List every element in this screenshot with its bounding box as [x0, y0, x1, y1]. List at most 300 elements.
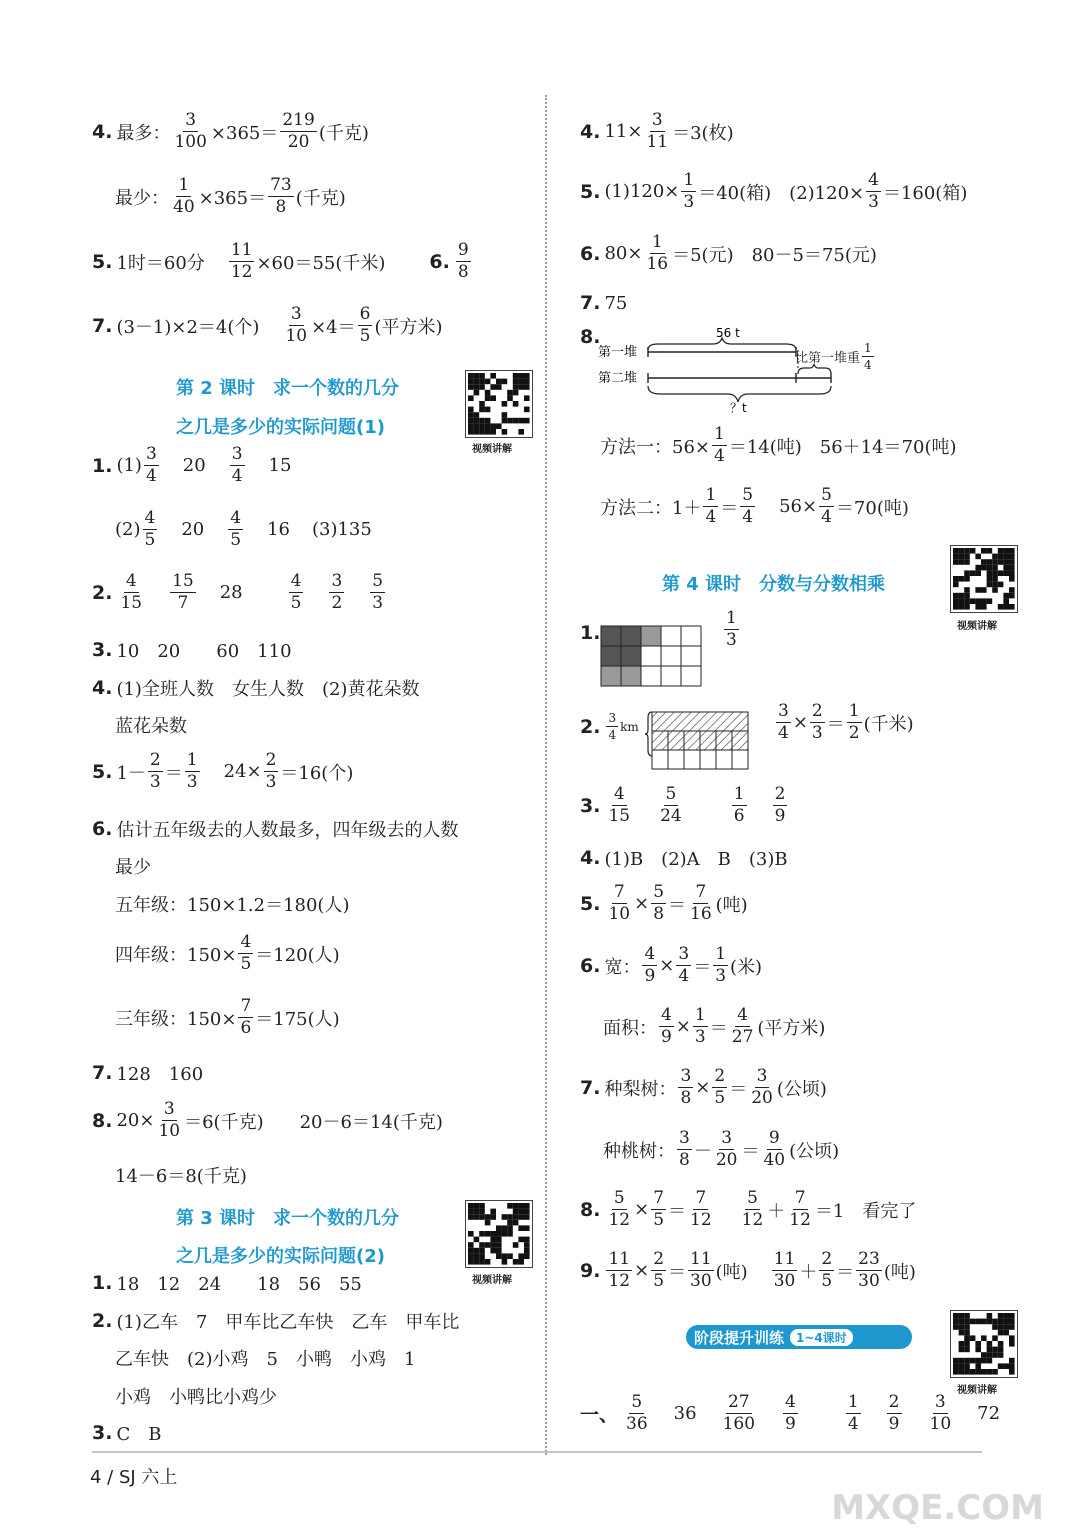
- fraction: [730, 1007, 756, 1046]
- text: ＝: [693, 956, 712, 978]
- answer-7: [92, 306, 443, 345]
- question-number: 2.: [92, 1310, 113, 1332]
- lesson-2-heading-cont: 之几是多少的实际问题(1): [176, 417, 385, 438]
- fraction: [644, 112, 670, 151]
- fraction: [810, 703, 825, 742]
- denominator: 12: [690, 1210, 712, 1230]
- fraction: [887, 1394, 902, 1433]
- numerator: 7: [613, 882, 625, 902]
- l2-answer-7: [92, 1060, 203, 1086]
- denominator: 6: [240, 1018, 252, 1038]
- qr-code-icon[interactable]: [465, 370, 533, 438]
- text: 种梨树：: [604, 1078, 677, 1100]
- l4-answer-2-eq: [774, 703, 914, 742]
- numerator: 3: [163, 1099, 175, 1119]
- fraction: [229, 242, 255, 281]
- fraction: [846, 1394, 861, 1433]
- numerator: 3: [290, 304, 302, 324]
- text: (1)120×: [604, 181, 680, 202]
- denominator: 5: [653, 1271, 665, 1291]
- fraction: [787, 1190, 813, 1229]
- numerator: 4: [230, 508, 242, 528]
- stage-training-banner: [686, 1325, 912, 1349]
- denominator: 9: [644, 966, 656, 986]
- text: 10 20 60 110: [116, 641, 292, 662]
- question-number: 5.: [580, 180, 601, 203]
- unit: (千米): [863, 713, 914, 735]
- pile-1-label: 第一堆: [598, 345, 638, 360]
- numerator: 73: [270, 175, 292, 195]
- unit: (吨): [883, 1261, 916, 1283]
- text: ＝16(个): [280, 762, 354, 784]
- numerator: 2: [653, 1249, 665, 1269]
- denominator: 16: [690, 904, 712, 924]
- text: －: [693, 1140, 712, 1162]
- fraction: [170, 573, 196, 612]
- numerator: 5: [613, 1188, 625, 1208]
- fraction: [676, 946, 691, 985]
- numerator: 1: [864, 341, 872, 355]
- denominator: 12: [230, 262, 253, 282]
- denominator: 30: [773, 1271, 796, 1291]
- value: (3)135: [311, 519, 372, 540]
- numerator: 1: [847, 1392, 859, 1412]
- numerator: 1: [683, 170, 695, 190]
- denominator: 9: [785, 1414, 796, 1434]
- numerator: 2: [774, 784, 786, 804]
- numerator: 1: [733, 784, 745, 804]
- fraction: [624, 1394, 650, 1433]
- text: C B: [116, 1424, 162, 1445]
- text: 80×: [604, 243, 643, 264]
- text: ＝: [826, 713, 845, 735]
- denominator: 20: [715, 1150, 738, 1170]
- text: 乙车快 (2)小鸡 5 小鸭 小鸡 1: [115, 1349, 416, 1370]
- text: ＝14(吨) 56＋14＝70(吨): [728, 436, 957, 458]
- text: 最少: [115, 857, 151, 878]
- fraction: [772, 1251, 798, 1290]
- text: (3－1)×2＝4(个): [116, 316, 260, 338]
- numerator: 1: [705, 485, 717, 505]
- l4-answer-7-peach: [603, 1130, 839, 1169]
- fraction: [693, 1007, 708, 1046]
- numerator: 3: [185, 110, 197, 130]
- text: 最少：: [115, 187, 169, 209]
- numerator: 3: [934, 1392, 946, 1412]
- l2-answer-5: [92, 752, 353, 791]
- fraction: [688, 884, 714, 923]
- fraction: [678, 1068, 693, 1107]
- fraction: [732, 786, 747, 825]
- fraction: [644, 234, 670, 273]
- numerator: 23: [858, 1249, 880, 1269]
- fraction: [456, 242, 471, 281]
- total-label: 56 t: [716, 326, 740, 340]
- denominator: 2: [331, 593, 343, 613]
- fraction: [606, 712, 618, 741]
- numerator: 4: [290, 571, 302, 591]
- text: ＝: [164, 762, 183, 784]
- question-number: 5.: [580, 892, 601, 915]
- text: 四年级：150×: [115, 944, 237, 966]
- fraction: [283, 306, 309, 345]
- denominator: 20: [751, 1088, 773, 1108]
- l3-answer-2-cont: [115, 1345, 415, 1371]
- denominator: 3: [726, 630, 737, 650]
- numerator: 3: [678, 944, 690, 964]
- text: ＝: [720, 497, 739, 519]
- qr-code-icon[interactable]: [950, 1310, 1018, 1378]
- numerator: 5: [742, 485, 754, 505]
- text: ＝: [668, 1200, 687, 1222]
- fraction: [238, 934, 253, 973]
- fraction: [724, 610, 739, 649]
- fraction: [228, 510, 243, 549]
- unit: (千克): [295, 187, 346, 209]
- column-divider: [545, 95, 547, 1455]
- r-answer-4: [580, 112, 734, 151]
- text: 面积：: [603, 1017, 657, 1039]
- text: ＝175(人): [255, 1008, 340, 1030]
- denominator: 40: [173, 197, 195, 217]
- question-number: 5.: [92, 250, 113, 273]
- fraction: [703, 487, 718, 526]
- value: 36: [673, 1403, 697, 1424]
- denominator: 10: [608, 904, 631, 924]
- fraction: [642, 946, 657, 985]
- numerator: 4: [868, 170, 879, 190]
- banner-tag: 1~4课时: [790, 1329, 853, 1346]
- lesson-4-heading: 第 4 课时 分数与分数相乘: [662, 574, 886, 595]
- text: ＝: [668, 894, 687, 916]
- numerator: 3: [331, 571, 343, 591]
- text: ＝: [836, 1261, 855, 1283]
- fraction: [761, 1130, 787, 1169]
- denominator: 4: [742, 507, 754, 527]
- l2-answer-8: [92, 1101, 443, 1140]
- method-2: [600, 487, 909, 526]
- text: 128 160: [116, 1064, 204, 1085]
- text: 24×: [223, 761, 262, 782]
- fraction: [866, 172, 881, 211]
- fraction: [329, 573, 344, 612]
- text: ＋: [799, 1261, 818, 1283]
- numerator: 27: [727, 1392, 750, 1412]
- numerator: 2: [821, 1249, 833, 1269]
- text: 1－: [116, 762, 146, 784]
- unit: (吨): [715, 894, 748, 916]
- method-1: [600, 426, 957, 465]
- denominator: 4: [864, 358, 872, 372]
- denominator: 3: [149, 772, 161, 792]
- fraction: [144, 446, 159, 485]
- fraction: [358, 306, 373, 345]
- denominator: 20: [287, 132, 310, 152]
- banner-title: 阶段提升训练: [694, 1328, 785, 1347]
- text: ×: [634, 1260, 650, 1281]
- text: ×365＝: [210, 122, 279, 144]
- l2-answer-6-grade4: [115, 934, 340, 973]
- numerator: 5: [372, 571, 384, 591]
- numerator: 1: [694, 1005, 706, 1025]
- denominator: 12: [608, 1271, 631, 1291]
- denominator: 5: [821, 1271, 833, 1291]
- question-number: 8.: [92, 1109, 113, 1132]
- denominator: 5: [714, 1088, 726, 1108]
- unit: (公顷): [776, 1078, 827, 1100]
- numerator: 7: [240, 996, 252, 1016]
- value: 15: [268, 455, 292, 476]
- question-number: 4.: [92, 120, 113, 143]
- denominator: 4: [608, 728, 617, 742]
- text: 方法一：56×: [600, 436, 710, 458]
- numerator: 1: [178, 175, 190, 195]
- page-footer: 4 / SJ 六上: [90, 1467, 178, 1488]
- question-number: 4.: [580, 120, 601, 143]
- text: ×60＝55(千米): [256, 252, 386, 274]
- answer-4: [92, 112, 369, 151]
- question-number: 3.: [92, 1422, 113, 1444]
- unit: (公顷): [789, 1140, 840, 1162]
- value: 16: [267, 519, 290, 540]
- numerator: 7: [653, 1188, 665, 1208]
- question-number: 5.: [92, 760, 113, 783]
- l4-answer-6: [580, 946, 762, 985]
- denominator: 8: [457, 262, 469, 282]
- unit: km: [620, 719, 639, 734]
- fraction: [928, 1394, 954, 1433]
- numerator: 3: [231, 444, 243, 464]
- fraction: [118, 573, 144, 612]
- l2-answer-6: [92, 816, 458, 842]
- fraction: [862, 342, 874, 371]
- denominator: 6: [733, 806, 745, 826]
- denominator: 8: [680, 1088, 692, 1108]
- question-number: 1.: [580, 622, 601, 644]
- l2-answer-6-grade5: [115, 891, 349, 917]
- text: ＝1 看完了: [814, 1200, 917, 1222]
- text: ×365＝: [198, 187, 267, 209]
- numerator: 3: [651, 110, 663, 130]
- denominator: 3: [694, 1027, 706, 1047]
- numerator: 1: [186, 750, 198, 770]
- text: (1)乙车 7 甲车比乙车快 乙车 甲车比: [116, 1312, 460, 1333]
- text: (1): [116, 455, 142, 476]
- fraction: [819, 1251, 834, 1290]
- unit: (平方米): [374, 316, 443, 338]
- numerator: 3: [679, 1128, 690, 1148]
- text: 1时＝60分: [116, 252, 205, 274]
- answer-4-least: [115, 177, 346, 216]
- fraction: [651, 884, 666, 923]
- l4-answer-2: [580, 712, 639, 741]
- numerator: 5: [631, 1392, 643, 1412]
- denominator: 15: [608, 806, 631, 826]
- denominator: 9: [774, 806, 786, 826]
- numerator: 3: [756, 1066, 768, 1086]
- denominator: 5: [653, 1210, 665, 1230]
- fraction: [677, 1130, 692, 1169]
- numerator: 11: [230, 240, 253, 260]
- fraction: [148, 752, 163, 791]
- fraction: [688, 1190, 714, 1229]
- l3-answer-1: [92, 1270, 362, 1296]
- numerator: 2: [265, 750, 277, 770]
- l2-answer-6-grade3: [115, 998, 340, 1037]
- numerator: 3: [145, 444, 157, 464]
- question-number: 6.: [429, 250, 450, 273]
- r-answer-7: [580, 292, 627, 314]
- question-number: 1.: [92, 1272, 113, 1294]
- text: ＝: [729, 1078, 748, 1100]
- unit: (吨): [715, 1261, 748, 1283]
- denominator: 11: [646, 132, 669, 152]
- denominator: 8: [679, 1150, 690, 1170]
- numerator: 4: [144, 508, 156, 528]
- numerator: 4: [661, 1005, 672, 1025]
- fraction: [289, 573, 304, 612]
- question-number: 一、: [580, 1404, 619, 1426]
- qr-label: 视频讲解: [472, 1275, 512, 1286]
- denominator: 4: [821, 507, 832, 527]
- l4-answer-8: [580, 1190, 916, 1229]
- denominator: 10: [929, 1414, 952, 1434]
- text: 三年级：150×: [115, 1008, 237, 1030]
- text: ＝70(吨): [835, 497, 909, 519]
- denominator: 2: [848, 723, 860, 743]
- fraction: [606, 884, 632, 923]
- denominator: 36: [626, 1414, 648, 1434]
- denominator: 27: [731, 1027, 754, 1047]
- text: ×: [634, 893, 650, 914]
- text: ＝160(箱): [882, 182, 968, 204]
- denominator: 5: [290, 593, 302, 613]
- fraction: [370, 573, 385, 612]
- l4-answer-1-value: [722, 610, 741, 649]
- fraction: [776, 703, 791, 742]
- numerator: 4: [613, 784, 625, 804]
- question-number: 8.: [580, 1198, 601, 1221]
- fraction: [659, 1007, 674, 1046]
- denominator: 30: [690, 1271, 712, 1291]
- text: ×: [792, 712, 808, 733]
- l4-answer-9: [580, 1251, 916, 1290]
- l4-answer-5: [580, 884, 748, 923]
- text: ×: [675, 1016, 691, 1037]
- denominator: 10: [158, 1121, 181, 1141]
- text: ×4＝: [311, 316, 356, 338]
- value: 72: [977, 1403, 1001, 1424]
- question-number: 8.: [580, 326, 601, 348]
- l2-answer-4: [92, 675, 419, 701]
- fraction: [712, 1068, 727, 1107]
- numerator: 9: [768, 1128, 780, 1148]
- fraction: [773, 786, 788, 825]
- question-number: 2.: [580, 715, 601, 738]
- numerator: 2: [714, 1066, 726, 1086]
- fraction: [740, 487, 755, 526]
- numerator: 4: [240, 932, 252, 952]
- denominator: 9: [661, 1027, 672, 1047]
- text: ＝: [709, 1017, 728, 1039]
- numerator: 4: [125, 571, 137, 591]
- text: ＝120(人): [255, 944, 340, 966]
- text: (1)B (2)A B (3)B: [604, 849, 788, 870]
- numerator: 7: [794, 1188, 806, 1208]
- fraction: [238, 998, 253, 1037]
- text: 方法二：1＋: [600, 497, 702, 519]
- text: 宽：: [604, 956, 641, 978]
- qr-code-icon[interactable]: [950, 545, 1018, 613]
- qr-label: 视频讲解: [472, 444, 512, 455]
- denominator: 12: [608, 1210, 631, 1230]
- numerator: 15: [172, 571, 194, 591]
- numerator: 3: [608, 711, 617, 725]
- numerator: 1: [848, 701, 860, 721]
- numerator: 5: [821, 485, 832, 505]
- numerator: 2: [811, 701, 823, 721]
- denominator: 5: [240, 954, 252, 974]
- question-number: 3.: [580, 794, 601, 817]
- denominator: 3: [265, 772, 277, 792]
- fraction: [143, 510, 158, 549]
- fraction: [171, 177, 197, 216]
- text: 最多：: [116, 122, 171, 144]
- denominator: 9: [888, 1414, 900, 1434]
- answer-5: [92, 242, 473, 281]
- numerator: 1: [726, 608, 737, 628]
- text: ＝5(元) 80－5＝75(元): [672, 244, 877, 266]
- text: 56×: [779, 496, 818, 517]
- denominator: 16: [646, 254, 669, 274]
- numerator: 7: [695, 1188, 707, 1208]
- numerator: 4: [737, 1005, 748, 1025]
- text: 五年级：150×1.2＝180(人): [115, 895, 350, 916]
- r-answer-5: [580, 172, 967, 211]
- fraction: [749, 1068, 775, 1107]
- denominator: 3: [186, 772, 198, 792]
- denominator: 4: [705, 507, 717, 527]
- denominator: 40: [763, 1150, 786, 1170]
- question-number: 7.: [580, 1076, 601, 1099]
- fraction: [606, 1190, 632, 1229]
- question-number: 7.: [580, 292, 601, 314]
- numerator: 11: [608, 1249, 631, 1269]
- question-number: 9.: [580, 1259, 601, 1282]
- unit: (千克): [318, 122, 369, 144]
- denominator: 3: [372, 593, 384, 613]
- numerator: 5: [653, 882, 665, 902]
- l2-answer-2: [92, 573, 387, 612]
- fraction: [721, 1394, 757, 1433]
- question-number: 1.: [92, 454, 113, 477]
- fraction: [156, 1101, 182, 1140]
- text: 75: [604, 292, 628, 314]
- text: ＝6(千克) 20－6＝14(千克): [184, 1111, 443, 1133]
- lesson-3-heading: 第 3 课时 求一个数的几分: [176, 1208, 400, 1229]
- numerator: 2: [888, 1392, 900, 1412]
- numerator: 11: [690, 1249, 712, 1269]
- numerator: 6: [359, 304, 371, 324]
- l3-answer-2: [92, 1308, 459, 1334]
- fraction: [606, 1251, 632, 1290]
- denominator: 15: [120, 593, 143, 613]
- l4-answer-3: [580, 786, 789, 825]
- fraction: [740, 1190, 766, 1229]
- qr-code-icon[interactable]: [465, 1200, 533, 1268]
- compare-label: [795, 342, 876, 371]
- l4-answer-7: [580, 1068, 827, 1107]
